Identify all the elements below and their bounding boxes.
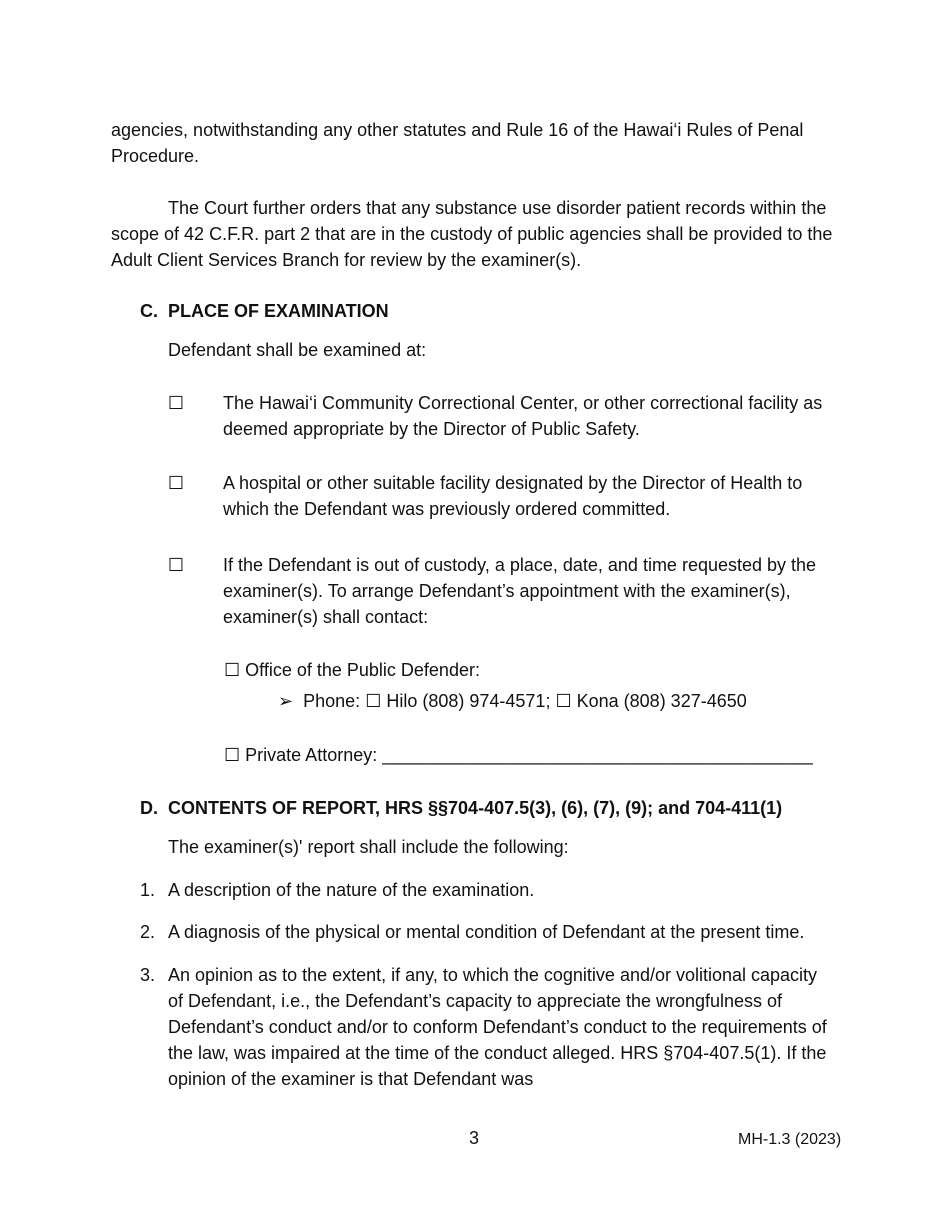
- private-attorney-label: Private Attorney:: [245, 745, 378, 765]
- checkbox-correctional-center[interactable]: ☐: [167, 393, 185, 413]
- section-c-title: PLACE OF EXAMINATION: [168, 301, 389, 321]
- phone-row: [278, 688, 747, 714]
- option-hospital: A hospital or other suitable facility designated by the Director of Health to which the Defendant was previously ordered committed.: [223, 473, 803, 519]
- section-d-lead: The examiner(s)' report shall include the following:: [168, 837, 569, 857]
- option-correctional-center: The Hawai‘i Community Correctional Center, or other correctional facility as deemed appropriate by the Director of Public Safety.: [223, 393, 823, 439]
- private-attorney-blank[interactable]: ___________________________________________: [382, 745, 813, 765]
- section-d-letter: D.: [140, 798, 158, 818]
- page-number: 3: [469, 1128, 480, 1148]
- checkbox-out-of-custody[interactable]: ☐: [167, 555, 185, 575]
- list-item: A description of the nature of the examination.: [168, 880, 535, 900]
- hilo-phone: Hilo (808) 974-4571;: [386, 691, 551, 711]
- checkbox-private-attorney[interactable]: ☐: [224, 745, 241, 765]
- list-item-number: 2.: [140, 922, 156, 942]
- arrow-bullet-icon: ➢: [278, 691, 294, 711]
- checkbox-hospital[interactable]: ☐: [167, 473, 185, 493]
- list-item: A diagnosis of the physical or mental condition of Defendant at the present time.: [168, 922, 805, 942]
- public-defender-label: Office of the Public Defender:: [245, 660, 480, 680]
- private-attorney-row: [224, 742, 813, 768]
- checkbox-hilo[interactable]: ☐: [365, 691, 382, 711]
- checkbox-public-defender[interactable]: ☐: [224, 660, 241, 680]
- option-out-of-custody: If the Defendant is out of custody, a place, date, and time requested by the examiner(s). To arrange Defendant’s appointment with the examiner(s), examiner(s) shall contact:: [223, 555, 817, 627]
- section-d-title: CONTENTS OF REPORT, HRS §§704-407.5(3), (6), (7), (9); and 704-411(1): [168, 798, 783, 818]
- kona-phone: Kona (808) 327-4650: [576, 691, 747, 711]
- checkbox-kona[interactable]: ☐: [555, 691, 572, 711]
- list-item-number: 3.: [140, 965, 156, 985]
- list-item-number: 1.: [140, 880, 156, 900]
- section-c-letter: C.: [140, 301, 158, 321]
- public-defender-row: [224, 657, 480, 683]
- form-id: MH-1.3 (2023): [738, 1131, 842, 1148]
- list-item: An opinion as to the extent, if any, to which the cognitive and/or volitional capacity of Defendant, i.e., the Defendant’s capacity to appreciate the wrongfulness of Defendant’s conduct and/or to conform Defendant’s conduct to the requirements of the law, was impaired at the time of the conduct alleged. HRS §704-407.5(1). If the opinion of the examiner is that Defendant was: [168, 965, 827, 1089]
- phone-label: Phone:: [303, 691, 361, 711]
- section-c-lead: Defendant shall be examined at:: [168, 340, 427, 360]
- intro-paragraph-2: The Court further orders that any substance use disorder patient records within the scope of 42 C.F.R. part 2 that are in the custody of public agencies shall be provided to the Adult Client Services Branch for review by the examiner(s).: [111, 198, 833, 270]
- intro-paragraph-1: agencies, notwithstanding any other statutes and Rule 16 of the Hawai‘i Rules of Penal Procedure.: [111, 120, 804, 166]
